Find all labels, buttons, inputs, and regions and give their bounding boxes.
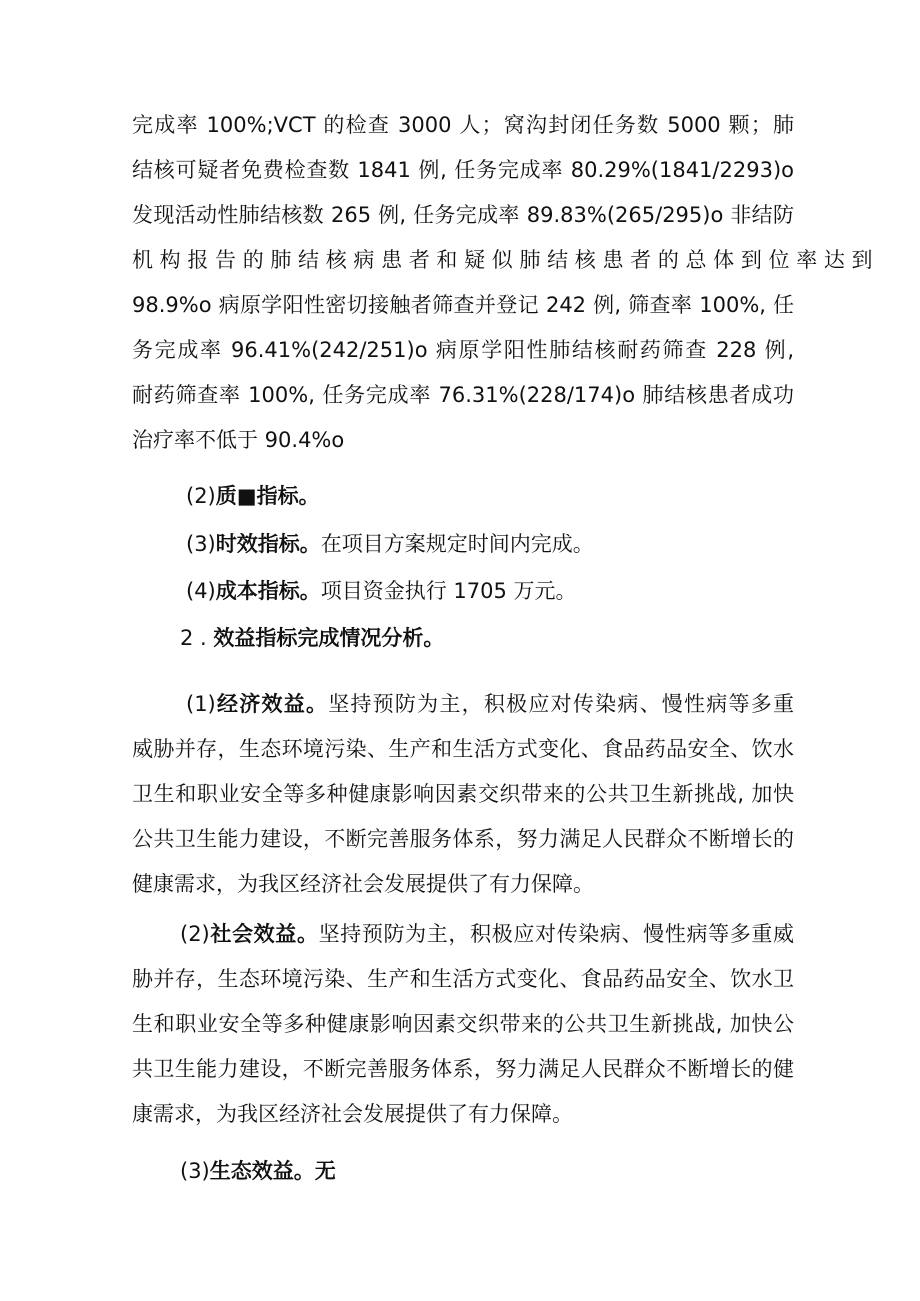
item-number: (1) bbox=[186, 692, 216, 716]
item-number: (3) bbox=[180, 1159, 210, 1183]
item-text: 坚持预防为主，积极应对传染病、慢性病等多重威 bbox=[318, 922, 795, 946]
item-number: (2) bbox=[180, 922, 210, 946]
paragraph-line: 威胁并存，生态环境污染、生产和生活方式变化、食品药品安全、饮水 bbox=[132, 737, 794, 761]
item-title: 时效指标。 bbox=[215, 532, 321, 556]
item-number: (3) bbox=[186, 532, 216, 556]
paragraph-line: 务完成率 96.41%(242/251)o 病原学阳性肺结核耐药筛查 228 例, bbox=[132, 338, 794, 362]
paragraph-line: 98.9%o 病原学阳性密切接触者筛查并登记 242 例, 筛查率 100%, 任 bbox=[132, 293, 794, 317]
item-text: 项目资金执行 1705 万元。 bbox=[320, 579, 577, 603]
paragraph-line: 完成率 100%;VCT 的检查 3000 人；窝沟封闭任务数 5000 颗；肺 bbox=[132, 113, 794, 137]
economic-benefit-first-line bbox=[186, 689, 794, 719]
item-number: (4) bbox=[186, 579, 216, 603]
item-text: 在项目方案规定时间内完成。 bbox=[320, 532, 594, 556]
paragraph-line: 机 构 报 告 的 肺 结 核 病 患 者 和 疑 似 肺 结 核 患 者 的 总 体 到 位 率 达 到 bbox=[132, 248, 873, 272]
paragraph-line: 卫生和职业安全等多种健康影响因素交织带来的公共卫生新挑战, 加快 bbox=[132, 782, 794, 806]
paragraph-line: 生和职业安全等多种健康影响因素交织带来的公共卫生新挑战, 加快公 bbox=[132, 1012, 794, 1036]
paragraph-line: 耐药筛查率 100%, 任务完成率 76.31%(228/174)o 肺结核患者成功 bbox=[132, 383, 794, 407]
ecological-benefit bbox=[180, 1156, 336, 1186]
item-title: 社会效益。 bbox=[209, 922, 319, 946]
item-quality-indicator bbox=[186, 481, 320, 511]
item-title: 生态效益。无 bbox=[209, 1159, 336, 1183]
paragraph-line: 发现活动性肺结核数 265 例, 任务完成率 89.83%(265/295)o 非结防 bbox=[132, 203, 794, 227]
item-cost-indicator bbox=[186, 576, 577, 606]
item-title: 经济效益。 bbox=[215, 692, 329, 716]
section-number: 2 . bbox=[180, 626, 207, 650]
social-benefit-first-line bbox=[180, 919, 794, 949]
paragraph-line: 胁并存，生态环境污染、生产和生活方式变化、食品药品安全、饮水卫 bbox=[132, 967, 794, 991]
paragraph-line: 公共卫生能力建设，不断完善服务体系，努力满足人民群众不断增长的 bbox=[132, 827, 794, 851]
paragraph-line: 健康需求，为我区经济社会发展提供了有力保障。 bbox=[132, 872, 594, 896]
item-title: 质■指标。 bbox=[215, 484, 320, 508]
item-title: 成本指标。 bbox=[215, 579, 321, 603]
section-title: 效益指标完成情况分析。 bbox=[213, 626, 445, 650]
paragraph-line: 共卫生能力建设，不断完善服务体系，努力满足人民群众不断增长的健 bbox=[132, 1057, 794, 1081]
section-heading bbox=[180, 623, 444, 653]
item-timeliness-indicator bbox=[186, 529, 594, 559]
item-number: (2) bbox=[186, 484, 216, 508]
item-text: 坚持预防为主，积极应对传染病、慢性病等多重 bbox=[328, 692, 795, 716]
paragraph-line: 治疗率不低于 90.4%o bbox=[132, 428, 345, 452]
paragraph-line: 康需求，为我区经济社会发展提供了有力保障。 bbox=[132, 1102, 573, 1126]
paragraph-line: 结核可疑者免费检查数 1841 例, 任务完成率 80.29%(1841/2293)o bbox=[132, 158, 794, 182]
